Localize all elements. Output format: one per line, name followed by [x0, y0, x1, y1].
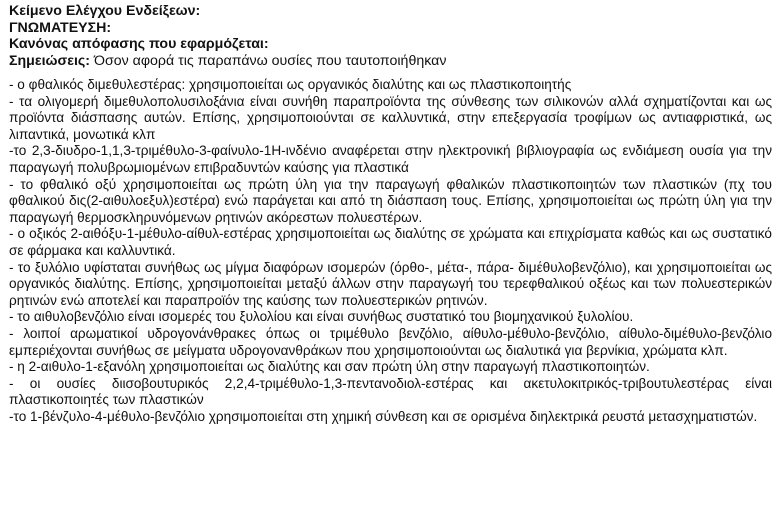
notes-line [9, 53, 772, 70]
paragraph-ethoxy-acetate: - ο οξικός 2-αιθόξυ-1-μέθυλο-αίθυλ-εστέρας χρησιμοποιείται ως διαλύτης σε χρώματα και επιχρίσματα καθώς και ως συστατικό σε φάρμακα και καλλυντικά. [9, 226, 772, 258]
document-title: Κείμενο Ελέγχου Ενδείξεων: [9, 3, 201, 19]
opinion-heading: ΓΝΩΜΑΤΕΥΣΗ: [9, 19, 112, 36]
paragraph-phthalic-acid: - το φθαλικό οξύ χρησιμοποιείται ως πρώτη ύλη για την παραγωγή φθαλικών πλαστικοποιητών των πλαστικών (πχ του φθαλικού δις(2-αιθυλοεξυλ)εστέρα) ενώ παράγεται και από τη διάσπαση τους. Επίσης, χρησιμοποιείται ως πρώτη ύλη για την παραγωγή θερμοσκληρυνόμενων ρητινών ακόρεστων πολυεστέρων. [9, 176, 772, 225]
paragraph-dimethyl-phthalate: - ο φθαλικός διμεθυλεστέρας: χρησιμοποιείται ως οργανικός διαλύτης και ως πλαστικοποιητής [9, 77, 572, 92]
notes-label: Σημειώσεις: [9, 52, 91, 69]
paragraph-indene: -το 2,3-διυδρο-1,1,3-τριμέθυλο-3-φαίνυλο-1Η-ινδένιο αναφέρεται στην ηλεκτρονική βιβλιογραφία ως ενδιάμεση ουσία για την παραγωγή πολυβρωμιομένων επιβραδυντών καύσης για πλαστικά [9, 143, 772, 175]
paragraph-benzyl-toluene: -το 1-βένζυλο-4-μέθυλο-βενζόλιο χρησιμοποιείται στη χημική σύνθεση και σε ορισμένα διηλεκτρικά ρευστά μετασχηματιστών. [9, 408, 758, 424]
paragraph-plasticizers: - οι ουσίες διισοβουτυρικός 2,2,4-τριμέθυλο-1,3-πεντανοδιολ-εστέρας και ακετυλοκιτρικός-τριβουτυλεστέρας είναι πλαστικοποιητές των πλαστικών [9, 375, 772, 408]
paragraph-ethylhexanol: - η 2-αιθυλο-1-εξανόλη χρησιμοποιείται ως διαλύτης και σαν πρώτη ύλη στην παραγωγή πλαστικοποιητών. [9, 359, 650, 375]
notes-text: Όσον αφορά τις παραπάνω ουσίες που ταυτοποιήθηκαν [90, 52, 447, 69]
paragraph-aromatic-hydrocarbons: - λοιποί αρωματικοί υδρογονάνθρακες όπως οι τριμέθυλο βενζόλιο, αίθυλο-μέθυλο-βενζόλιο, αίθυλο-διμέθυλο-βενζόλιο εμπεριέχονται συνήθως σε μείγματα υδρογονανθράκων που χρησιμοποιούνται ως διαλυτικά για βερνίκια, χρώματα κλπ. [9, 325, 772, 358]
paragraph-ethylbenzene: - το αιθυλοβενζόλιο είναι ισομερές του ξυλολίου και είναι συνήθως συστατικό του βιομηχανικού ξυλολίου. [9, 309, 634, 325]
paragraph-xylene: - το ξυλόλιο υφίσταται συνήθως ως μίγμα διαφόρων ισομερών (όρθο-, μέτα-, πάρα- διμέθυλοβενζόλιο), και χρησιμοποιείται ως οργανικός διαλύτης. Επίσης, χρησιμοποιείται μεταξύ άλλων στην παραγωγή του τερεφθαλικού οξέως και των πολυεστερικών ρητινών ενώ αποτελεί και παραπροϊόν της καύσης των πολυεστερικών ρητινών. [9, 259, 772, 308]
paragraph-polysiloxanes: - τα ολιγομερή διμεθυλοπολυσιλοξάνια είναι συνήθη παραπροϊόντα της σύνθεσης των σιλικονών αλλά σχηματίζονται και ως προϊόντα διάσπασης αυτών. Επίσης, χρησιμοποιούνται σε καλλυντικά, στην επεξεργασία τροφίμων ως αντιαφριστικά, ως λιπαντικά, μονωτικά κλπ [9, 93, 772, 142]
substances-list [9, 77, 772, 425]
decision-rule-heading: Κανόνας απόφασης που εφαρμόζεται: [9, 36, 269, 52]
